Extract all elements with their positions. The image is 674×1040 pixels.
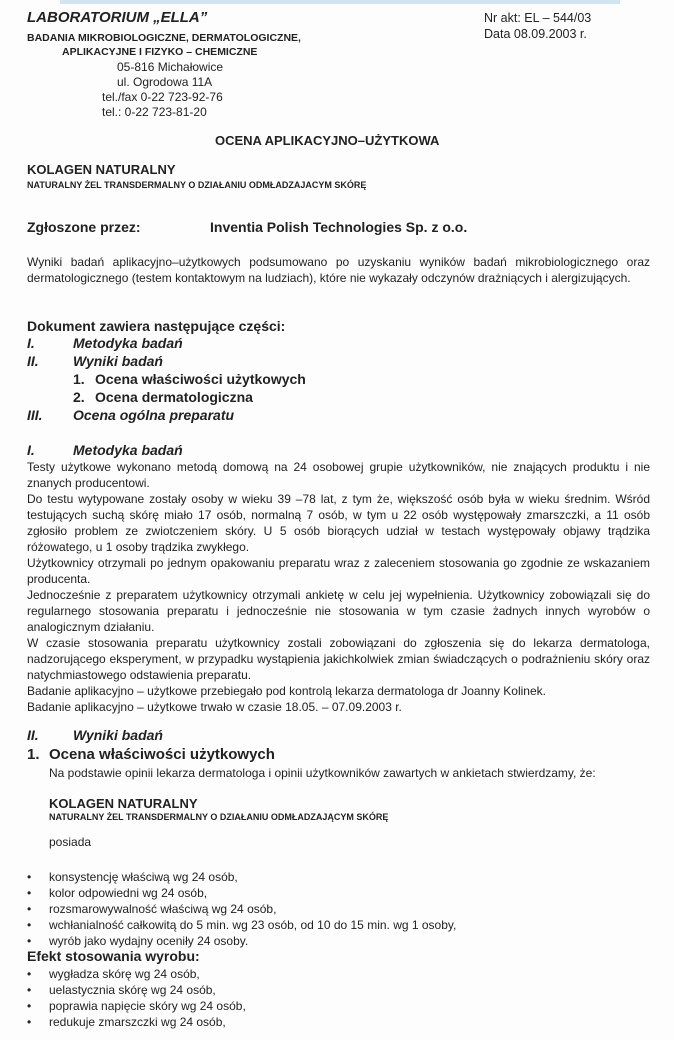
address-line: ul. Ogrodowa 11A (117, 75, 213, 89)
section-title: Metodyka badań (73, 442, 183, 458)
toc-num: II. (27, 353, 39, 369)
toc-num: III. (27, 407, 43, 423)
subsection-title: Ocena właściwości użytkowych (49, 746, 275, 763)
list-item: • uelastycznia skórę wg 24 osób, (27, 982, 246, 998)
list-item: • redukuje zmarszczki wg 24 osób, (27, 1014, 246, 1030)
scan-tint (60, 0, 620, 4)
date: Data 08.09.2003 r. (484, 27, 587, 41)
section-num: I. (27, 442, 35, 458)
subsection-heading (27, 746, 275, 763)
lab-line1: BADANIA MIKROBIOLOGICZNE, DERMATOLOGICZNE, (27, 32, 301, 44)
product-subtitle: NATURALNY ŻEL TRANSDERMALNY O DZIAŁANIU ODMŁADZAJĄCYM SKÓRĘ (49, 812, 389, 822)
list-item: • wygładza skórę wg 24 osób, (27, 966, 246, 982)
toc (27, 334, 306, 424)
section1-heading (27, 442, 183, 458)
list-item: • wchłanialność całkowitą do 5 min. wg 23 osób, od 10 do 15 min. wg 1 osoby, (27, 917, 456, 933)
paragraph: Badanie aplikacyjno – użytkowe trwało w czasie 18.05. – 07.09.2003 r. (27, 700, 402, 714)
toc-item: Ocena dermatologiczna (95, 389, 253, 405)
section-num: II. (27, 727, 39, 743)
list-item: • kolor odpowiedni wg 24 osób, (27, 885, 456, 901)
product-subtitle: NATURALNY ŻEL TRANSDERMALNY O DZIAŁANIU ODMŁADZAJACYM SKÓRĘ (27, 180, 367, 190)
intro-paragraph: Wyniki badań aplikacyjno–użytkowych podsumowano po uzyskaniu wyników badań mikrobiologicznego oraz dermatologicznego (testem kontaktowym na ludziach), które nie wykazały odczynów drażniących i alergizujących. (27, 255, 650, 285)
toc-num: 2. (73, 389, 85, 405)
section1-body (27, 459, 650, 715)
address-block (102, 60, 224, 120)
paragraph: Testy użytkowe wykonano metodą domową na 24 osobowej grupie użytkowników, nie znających produktu i nie znanych producentowi. (27, 460, 650, 490)
toc-num: I. (27, 335, 35, 351)
subsection-num: 1. (27, 746, 40, 763)
section-title: Wyniki badań (73, 727, 163, 743)
paragraph: Jednocześnie z preparatem użytkownicy otrzymali ankietę w celu jej wypełnienia. Użytkownicy zobowiązali się do regularnego stosowania preparatu i jednocześnie nie stosowania w tym czasie żadnych innych wyrobów o analogicznym działaniu. (27, 588, 650, 634)
toc-item: Metodyka badań (73, 335, 183, 351)
toc-heading: Dokument zawiera następujące części: (27, 318, 286, 334)
toc-item: Ocena ogólna preparatu (73, 407, 235, 423)
document-title: OCENA APLIKACYJNO–UŻYTKOWA (215, 133, 440, 148)
lab-name: LABORATORIUM „ELLA” (27, 9, 208, 26)
list-item: • wyrób jako wydajny oceniły 24 osoby. (27, 933, 456, 949)
section2-heading (27, 727, 163, 743)
list-item: • konsystencję właściwą wg 24 osób, (27, 869, 456, 885)
address-line: 05-816 Michałowice (117, 60, 224, 74)
submitted-value: Inventia Polish Technologies Sp. z o.o. (210, 219, 468, 235)
paragraph: W czasie stosowania preparatu użytkownicy zostali zobowiązani do zgłoszenia się do lekarza dermatologa, nadzorującego eksperyment, w przypadku wystąpienia jakichkolwiek zmian świadczących o podrażnieniu skóry oraz natychmiastowego odstawienia preparatu. (27, 636, 650, 682)
product-name: KOLAGEN NATURALNY (27, 162, 176, 177)
address-line: tel./fax 0-22 723-92-76 (102, 90, 223, 104)
list-item: • rozsmarowywalność właściwą wg 24 osób, (27, 901, 456, 917)
lab-line2: APLIKACYJNE I FIZYKO – CHEMICZNE (62, 46, 258, 58)
list-item: • poprawia napięcie skóry wg 24 osób, (27, 998, 246, 1014)
address-line: tel.: 0-22 723-81-20 (102, 105, 207, 119)
paragraph: Badanie aplikacyjno – użytkowe przebiegało pod kontrolą lekarza dermatologa dr Joanny Kolinek. (27, 684, 546, 698)
product-name: KOLAGEN NATURALNY (49, 796, 198, 811)
toc-item: Ocena właściwości użytkowych (95, 371, 306, 387)
paragraph: Użytkownicy otrzymali po jednym opakowaniu preparatu wraz z zaleceniem stosowania go zgodnie ze wskazaniem producenta. (27, 556, 650, 586)
paragraph: Do testu wytypowane zostały osoby w wieku 39 –78 lat, z tym że, większość osób była w wieku średnim. Wśród testujących suchą skórę miało 17 osób, normalną 7 osób, w tym u 22 osób występowały zmarszczki, a 11 osób zgłosiło problem ze zwiotczeniem skóry. U 5 osób biorących udział w testach występowały objawy trądzika różowatego, u 1 osoby trądzika zwykłego. (27, 492, 650, 554)
effect-heading: Efekt stosowania wyrobu: (27, 948, 200, 964)
toc-item: Wyniki badań (73, 353, 163, 369)
nr-akt: Nr akt: EL – 544/03 (484, 11, 592, 25)
posiada-text: posiada (49, 835, 92, 849)
properties-list (27, 869, 456, 949)
effects-list (27, 966, 246, 1030)
lead-text: Na podstawie opinii lekarza dermatologa i opinii użytkowników zawartych w ankietach stwierdzamy, że: (49, 766, 596, 780)
toc-num: 1. (73, 371, 85, 387)
submitted-label: Zgłoszone przez: (27, 219, 141, 235)
document-meta (484, 10, 591, 42)
